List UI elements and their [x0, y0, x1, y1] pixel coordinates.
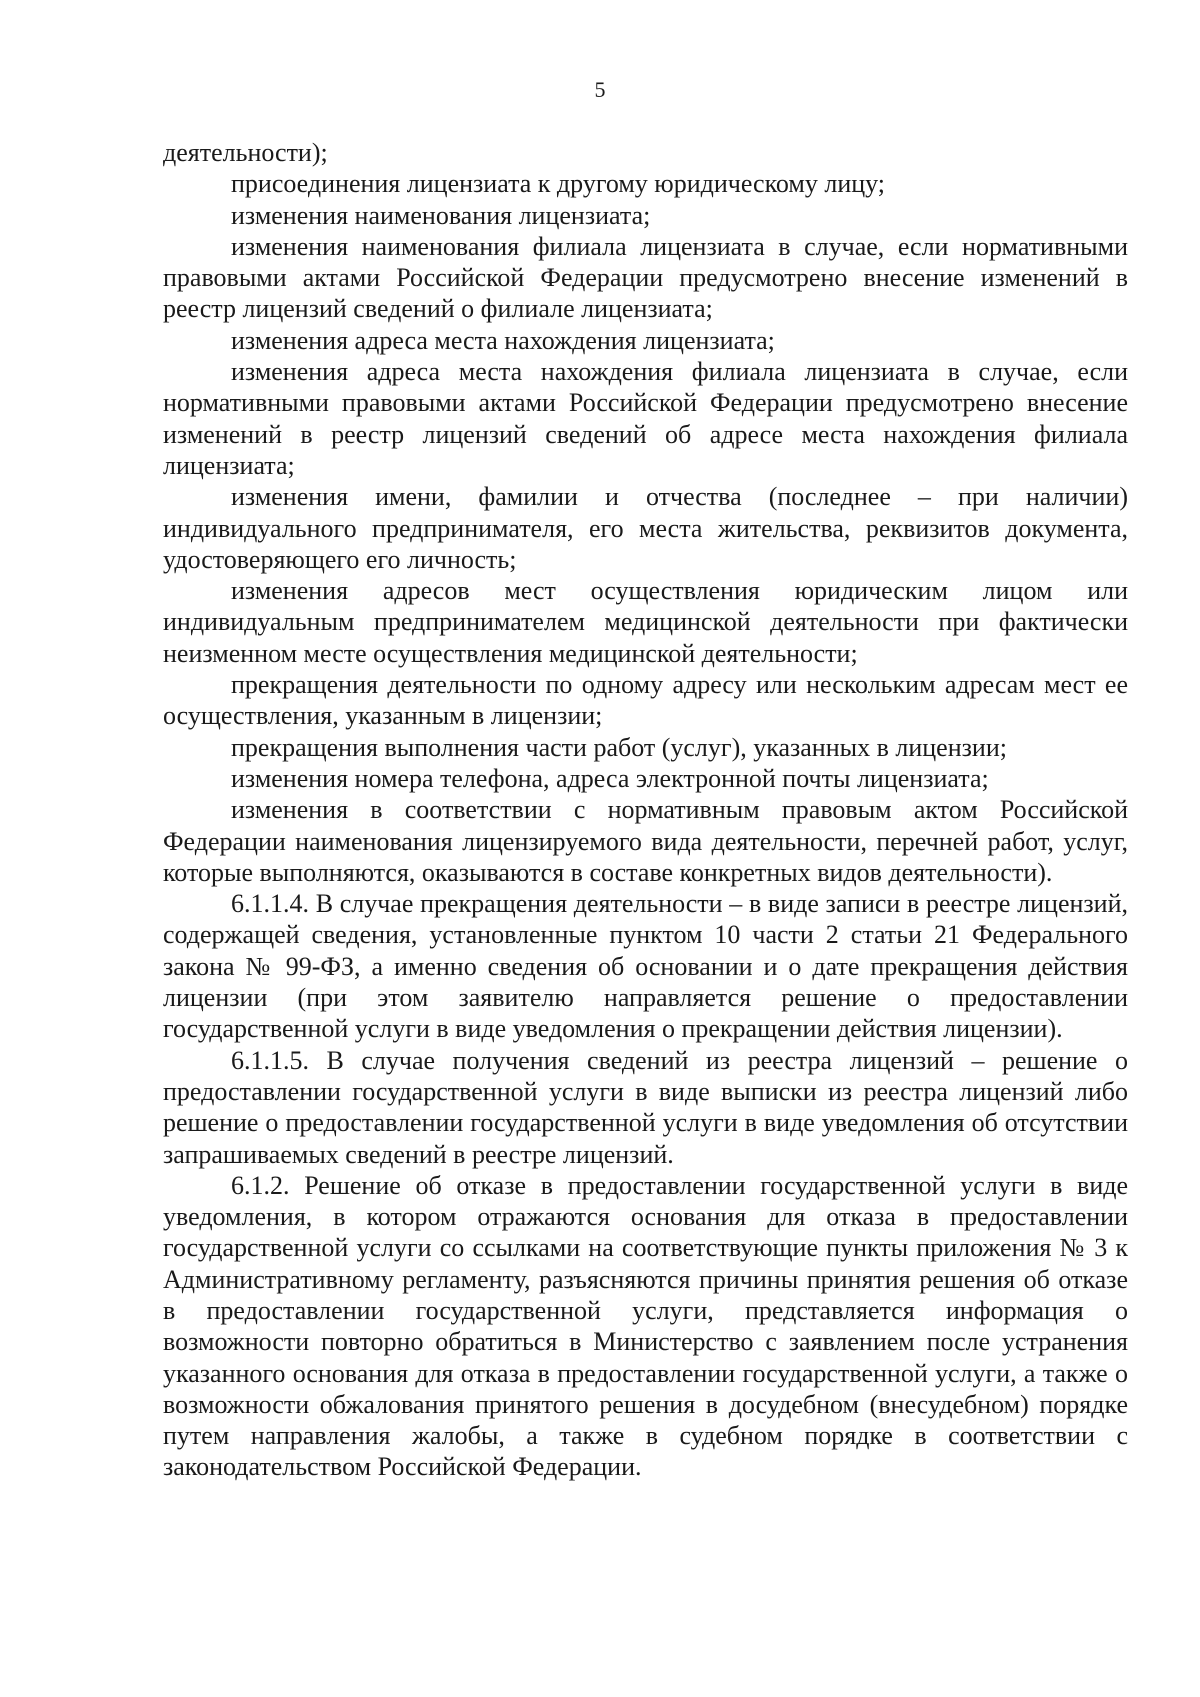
page-number: 5 [594, 77, 606, 102]
paragraph-list-item: изменения наименования филиала лицензиата в случае, если нормативными правовыми актами Российской Федерации предусмотрено внесение изменений в реестр лицензий сведений о филиале лицензиата; [163, 231, 1128, 324]
document-body [163, 137, 1128, 1483]
paragraph-list-item: изменения наименования лицензиата; [231, 200, 651, 230]
paragraph-list-item: изменения адреса места нахождения филиала лицензиата в случае, если нормативными правовыми актами Российской Федерации предусмотрено внесение изменений в реестр лицензий сведений об адресе места нахождения филиала лицензиата; [163, 357, 1128, 480]
paragraph-list-item: присоединения лицензиата к другому юридическому лицу; [231, 169, 886, 199]
paragraph-list-item: изменения в соответствии с нормативным правовым актом Российской Федерации наименования лицензируемого вида деятельности, перечней работ, услуг, которые выполняются, оказываются в составе конкретных видов деятельности). [163, 795, 1128, 887]
paragraph-list-item: изменения адресов мест осуществления юридическим лицом или индивидуальным предпринимателем медицинской деятельности при фактически неизменном месте осуществления медицинской деятельности; [163, 576, 1128, 668]
paragraph-clause-6-1-1-4: 6.1.1.4. В случае прекращения деятельности – в виде записи в реестре лицензий, содержащей сведения, установленные пунктом 10 части 2 статьи 21 Федерального закона № 99-ФЗ, а именно сведения об основании и о дате прекращения действия лицензии (при этом заявителю направляется решение о предоставлении государственной услуги в виде уведомления о прекращении действия лицензии). [163, 889, 1128, 1044]
paragraph-list-item: прекращения выполнения части работ (услуг), указанных в лицензии; [231, 732, 1007, 762]
paragraph-continuation: деятельности); [163, 138, 328, 167]
paragraph-list-item: прекращения деятельности по одному адресу или нескольким адресам мест ее осуществления, указанным в лицензии; [163, 670, 1128, 731]
paragraph-list-item: изменения имени, фамилии и отчества (последнее – при наличии) индивидуального предпринимателя, его места жительства, реквизитов документа, удостоверяющего его личность; [163, 482, 1128, 574]
paragraph-list-item: изменения номера телефона, адреса электронной почты лицензиата; [231, 763, 989, 793]
paragraph-clause-6-1-2: 6.1.2. Решение об отказе в предоставлении государственной услуги в виде уведомления, в котором отражаются основания для отказа в предоставлении государственной услуги со ссылками на соответствующие пункты приложения № 3 к Административному регламенту, разъясняются причины принятия решения об отказе в предоставлении государственной услуги, представляется информация о возможности повторно обратиться в Министерство с заявлением после устранения указанного основания для отказа в предоставлении государственной услуги, а также о возможности обжалования принятого решения в досудебном (внесудебном) порядке путем направления жалобы, а также в судебном порядке в соответствии с законодательством Российской Федерации. [163, 1170, 1128, 1482]
paragraph-clause-6-1-1-5: 6.1.1.5. В случае получения сведений из реестра лицензий – решение о предоставлении государственной услуги в виде выписки из реестра лицензий либо решение о предоставлении государственной услуги в виде уведомления об отсутствии запрашиваемых сведений в реестре лицензий. [163, 1045, 1128, 1169]
paragraph-list-item: изменения адреса места нахождения лицензиата; [231, 325, 775, 355]
